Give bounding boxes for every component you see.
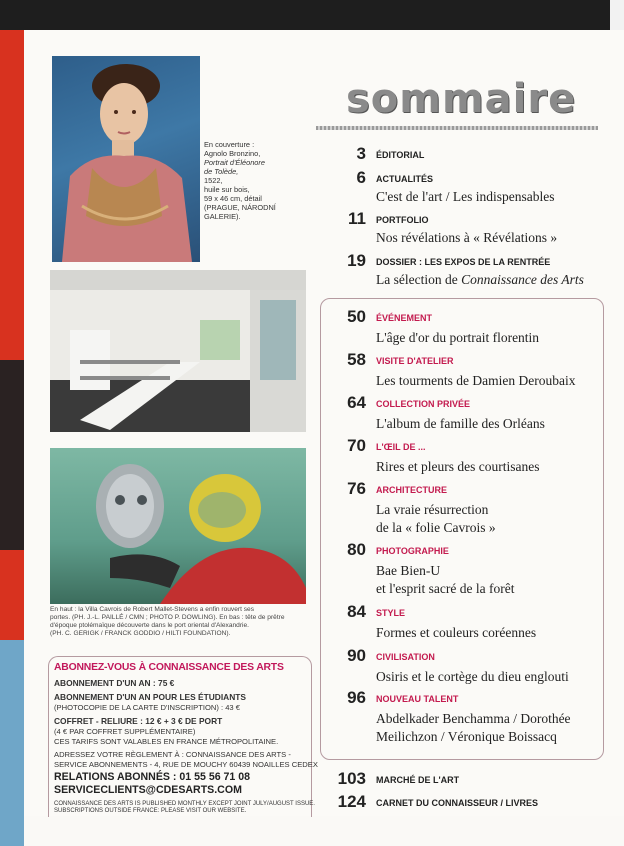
- toc-page-number: 84: [347, 602, 366, 621]
- toc-section: COLLECTION PRIVÉE: [376, 399, 471, 409]
- toc-section: DOSSIER : LES EXPOS DE LA RENTRÉE: [376, 257, 551, 267]
- underwater-diver-photo: [50, 448, 306, 604]
- toc-title: Formes et couleurs coréennes: [376, 625, 537, 640]
- photos-caption-line: portes. (PH. J.-L. PAILLÉ / CMN ; PHOTO P. DOWLING). En bas : tête de prêtre: [50, 614, 285, 621]
- toc-title: Rires et pleurs des courtisanes: [376, 459, 540, 474]
- toc-page-number: 19: [347, 251, 366, 270]
- toc-page-number: 124: [337, 792, 366, 811]
- subscription-line: CES TARIFS SONT VALABLES EN FRANCE MÉTROPOLITAINE.: [54, 737, 279, 746]
- cover-caption-italic: de Tolède,: [204, 167, 239, 176]
- diver-illustration: [50, 448, 306, 604]
- toc-section: ACTUALITÉS: [376, 174, 433, 184]
- villa-illustration: [50, 270, 306, 432]
- left-edge-dark-block: [0, 360, 24, 550]
- masthead-title: sommaire: [346, 76, 577, 122]
- cover-caption-line: Agnolo Bronzino,: [204, 149, 261, 158]
- toc-section: L'ŒIL DE ...: [376, 442, 426, 452]
- toc-title: Abdelkader Benchamma / Dorothée: [376, 711, 571, 726]
- toc-page-number: 6: [356, 168, 366, 187]
- cover-caption: [204, 140, 300, 221]
- toc-section: VISITE D'ATELIER: [376, 356, 454, 366]
- toc-title: L'album de famille des Orléans: [376, 416, 545, 431]
- toc-page-number: 80: [347, 540, 366, 559]
- toc-title: C'est de l'art / Les indispensables: [376, 189, 555, 204]
- toc-page-number: 76: [347, 479, 366, 498]
- cover-caption-line: (PRAGUE, NÁRODNÍ GALERIE).: [204, 203, 276, 221]
- toc-page-number: 96: [347, 688, 366, 707]
- left-edge-blue-block: [0, 640, 24, 846]
- masthead-rule: [316, 126, 598, 130]
- cover-caption-line: huile sur bois,: [204, 185, 250, 194]
- subscriber-phone: RELATIONS ABONNÉS : 01 55 56 71 08: [54, 771, 251, 783]
- photos-caption-line: d'époque ptolémaïque découverte dans le port oriental d'Alexandrie.: [50, 622, 250, 629]
- toc-title-text: La sélection de: [376, 272, 462, 287]
- portrait-illustration: [52, 56, 200, 262]
- photos-caption: [50, 606, 312, 638]
- subscription-line: ABONNEMENT D'UN AN : 75 €: [54, 678, 175, 688]
- toc-section: PORTFOLIO: [376, 215, 429, 225]
- toc-title: L'âge d'or du portrait florentin: [376, 330, 540, 345]
- photos-caption-line: En haut : la Villa Cavrois de Robert Mallet-Stevens a enfin rouvert ses: [50, 606, 255, 613]
- photos-caption-line: (PH. C. GERIGK / FRANCK GODDIO / HILTI FOUNDATION).: [50, 630, 231, 637]
- toc-title: La vraie résurrection: [376, 502, 489, 517]
- toc-page-number: 3: [356, 144, 366, 163]
- toc-page-number: 70: [347, 436, 366, 455]
- toc-title: Nos révélations à « Révélations »: [376, 230, 558, 245]
- toc-page-number: 64: [347, 393, 366, 412]
- toc-section: PHOTOGRAPHIE: [376, 546, 449, 556]
- cover-portrait-photo: [52, 56, 200, 262]
- toc-page-number: 90: [347, 646, 366, 665]
- subscription-line: SERVICE ABONNEMENTS - 4, RUE DE MOUCHY 60439 NOAILLES CEDEX: [54, 760, 318, 769]
- cover-caption-line: En couverture :: [204, 140, 255, 149]
- toc-section: ÉVÉNEMENT: [376, 313, 433, 323]
- cover-caption-line: 59 x 46 cm, détail: [204, 194, 262, 203]
- cover-caption-line: 1522,: [204, 176, 223, 185]
- subscription-line: SUBSCRIPTIONS OUTSIDE FRANCE: PLEASE VISIT OUR WEBSITE.: [54, 808, 247, 814]
- subscription-line: COFFRET - RELIURE : 12 € + 3 € DE PORT: [54, 716, 223, 726]
- toc-page-number: 11: [348, 209, 366, 228]
- toc-page-number: 103: [337, 769, 366, 788]
- subscription-line: (4 € PAR COFFRET SUPPLÉMENTAIRE): [54, 727, 196, 736]
- subscription-title: ABONNEZ-VOUS À CONNAISSANCE DES ARTS: [54, 662, 284, 673]
- toc-title: [376, 271, 584, 288]
- toc-title: Les tourments de Damien Deroubaix: [376, 373, 576, 388]
- toc-page-number: 58: [347, 350, 366, 369]
- toc-title-continued: de la « folie Cavrois »: [376, 520, 496, 535]
- toc-title-continued: et l'esprit sacré de la forêt: [376, 581, 515, 596]
- toc-section: ARCHITECTURE: [376, 485, 447, 495]
- toc-title: Osiris et le cortège du dieu englouti: [376, 669, 569, 684]
- subscription-line: CONNAISSANCE DES ARTS IS PUBLISHED MONTHLY EXCEPT JOINT JULY/AUGUST ISSUE.: [54, 801, 315, 807]
- toc-section: ÉDITORIAL: [376, 150, 425, 160]
- toc-page-number: 50: [347, 307, 366, 326]
- toc-title-italic: Connaissance des Arts: [461, 272, 584, 287]
- subscriber-email[interactable]: SERVICECLIENTS@CDESARTS.COM: [54, 784, 242, 796]
- villa-cavrois-photo: [50, 270, 306, 432]
- toc-title-continued: Meilichzon / Véronique Boissacq: [376, 729, 557, 744]
- left-page-edge: [0, 30, 24, 816]
- subscription-line: (PHOTOCOPIE DE LA CARTE D'INSCRIPTION) : 43 €: [54, 703, 240, 712]
- toc-section: MARCHÉ DE L'ART: [376, 775, 460, 785]
- toc-section: CARNET DU CONNAISSEUR / LIVRES: [376, 798, 539, 808]
- toc-section: NOUVEAU TALENT: [376, 694, 459, 704]
- subscription-line: ABONNEMENT D'UN AN POUR LES ÉTUDIANTS: [54, 692, 246, 702]
- top-edge-bar: [0, 0, 624, 30]
- toc-title: Bae Bien-U: [376, 563, 441, 578]
- toc-section: STYLE: [376, 608, 406, 618]
- subscription-line: ADRESSEZ VOTRE RÈGLEMENT À : CONNAISSANCE DES ARTS -: [54, 750, 291, 759]
- toc-section: CIVILISATION: [376, 652, 435, 662]
- cover-caption-italic: Portrait d'Éléonore: [204, 158, 265, 167]
